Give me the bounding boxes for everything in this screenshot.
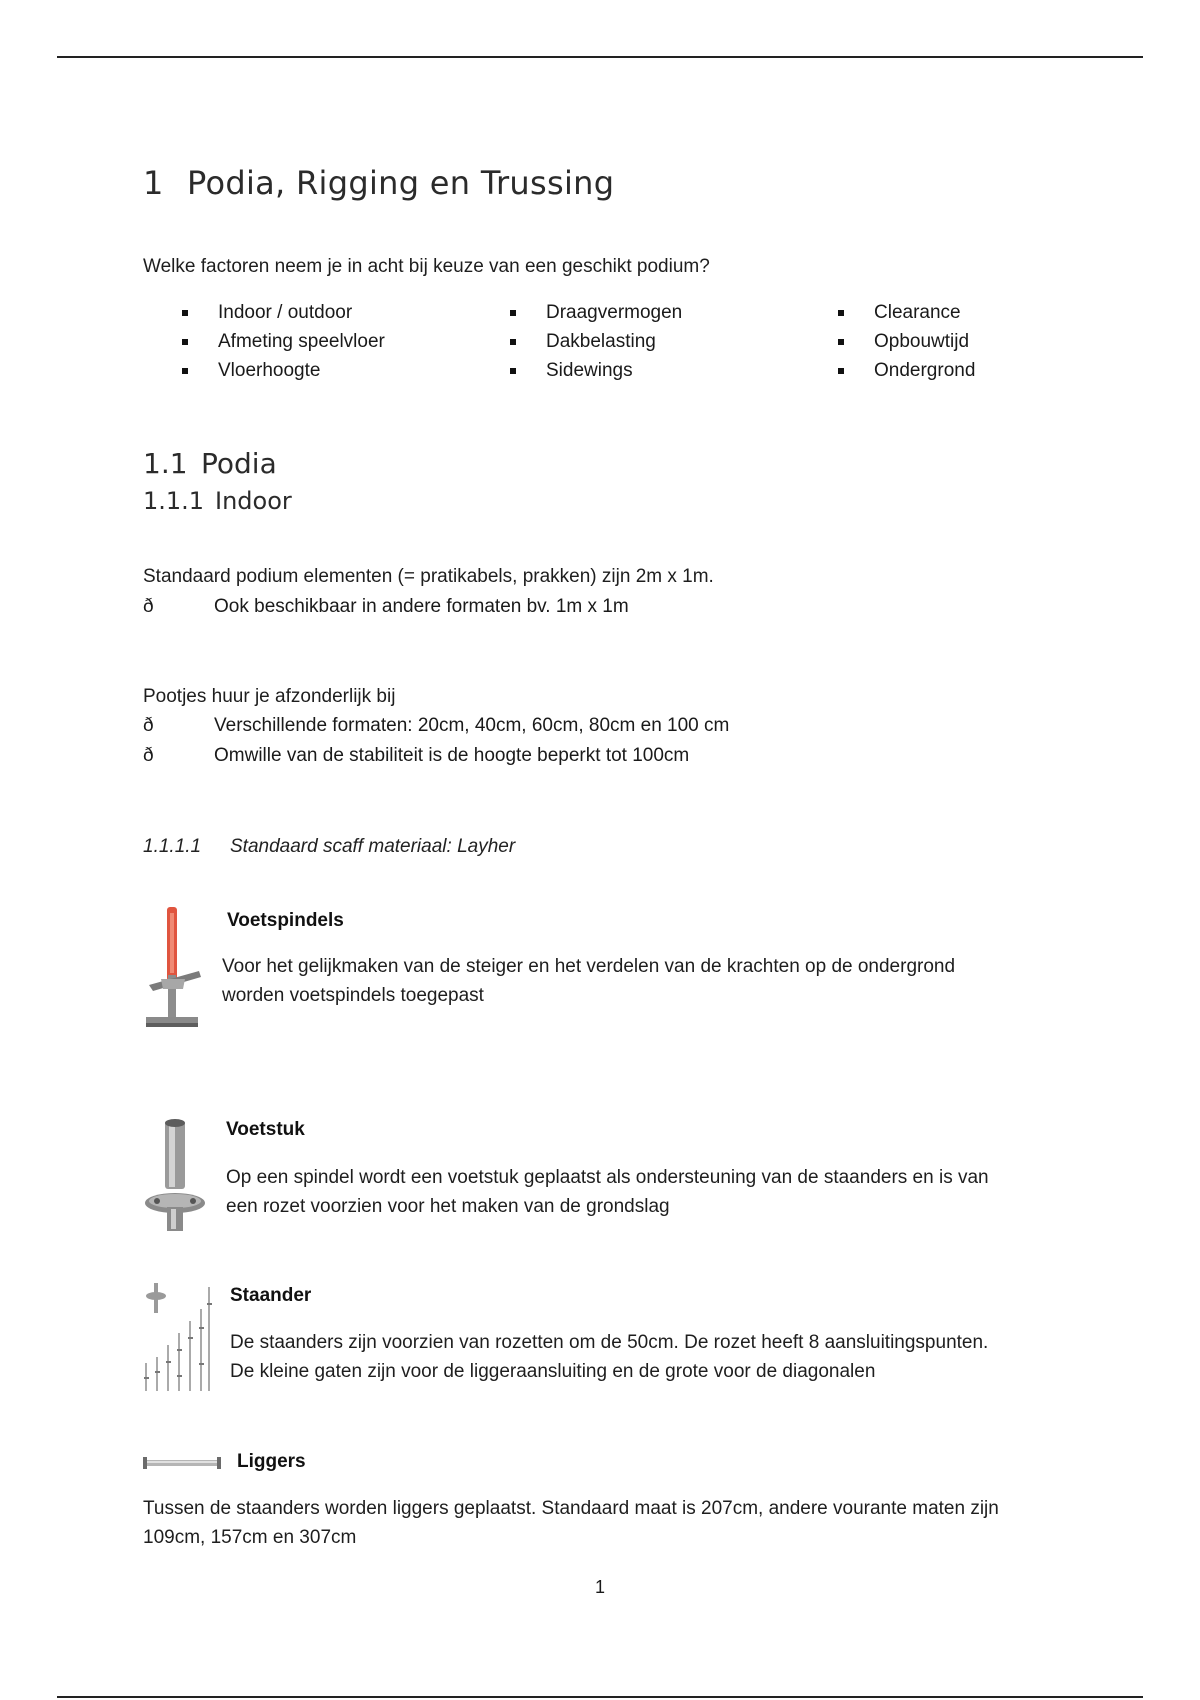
list-item: Opbouwtijd xyxy=(838,327,975,356)
footer-rule xyxy=(57,1696,1143,1698)
heading-4-number: 1.1.1.1 xyxy=(143,836,202,857)
list-item: Indoor / outdoor xyxy=(182,298,385,327)
paragraph: Standaard podium elementen (= pratikabels, prakken) zijn 2m x 1m. xyxy=(143,566,714,587)
item-text xyxy=(222,952,955,1010)
item-text-line: Op een spindel wordt een voetstuk geplaatst als ondersteuning van de staanders en is van xyxy=(226,1167,989,1188)
item-text-line: De staanders zijn voorzien van rozetten om de 50cm. De rozet heeft 8 aansluitingspunten. xyxy=(230,1332,989,1353)
arrow-item-text: Ook beschikbaar in andere formaten bv. 1m x 1m xyxy=(214,596,629,617)
heading-1-title: Podia, Rigging en Trussing xyxy=(187,164,615,202)
arrow-item xyxy=(143,595,629,619)
factor-column-2 xyxy=(510,298,682,385)
item-title: Staander xyxy=(230,1285,312,1306)
header-rule xyxy=(57,56,1143,58)
page-number: 1 xyxy=(594,1577,605,1597)
item-title: Liggers xyxy=(237,1451,306,1472)
list-item: Draagvermogen xyxy=(510,298,682,327)
item-title: Voetstuk xyxy=(226,1119,305,1140)
item-text xyxy=(143,1494,999,1552)
item-text-line: Tussen de staanders worden liggers geplaatst. Standaard maat is 207cm, andere vourante maten zijn xyxy=(143,1498,999,1519)
item-text-line: 109cm, 157cm en 307cm xyxy=(143,1527,357,1548)
ledger-image xyxy=(143,1456,221,1470)
question-text: Welke factoren neem je in acht bij keuze van een geschikt podium? xyxy=(143,256,710,277)
heading-4 xyxy=(143,836,515,858)
heading-2 xyxy=(143,447,277,480)
arrow-icon: ð xyxy=(143,745,154,766)
heading-2-number: 1.1 xyxy=(143,447,188,480)
heading-4-title: Standaard scaff materiaal: Layher xyxy=(230,836,516,857)
list-item: Clearance xyxy=(838,298,975,327)
list-item: Sidewings xyxy=(510,356,682,385)
arrow-item-text: Verschillende formaten: 20cm, 40cm, 60cm, 80cm en 100 cm xyxy=(214,715,730,736)
heading-1-number: 1 xyxy=(143,164,164,202)
heading-1 xyxy=(143,164,614,202)
factor-column-3 xyxy=(838,298,975,385)
base-collar-image xyxy=(143,1117,209,1235)
list-item: Dakbelasting xyxy=(510,327,682,356)
arrow-item xyxy=(143,744,689,768)
list-item: Afmeting speelvloer xyxy=(182,327,385,356)
arrow-icon: ð xyxy=(143,715,154,736)
item-text-line: een rozet voorzien voor het maken van de grondslag xyxy=(226,1196,670,1217)
arrow-icon: ð xyxy=(143,596,154,617)
foot-spindle-image xyxy=(143,905,205,1035)
list-item: Ondergrond xyxy=(838,356,975,385)
standard-image xyxy=(143,1283,215,1391)
item-text-line: Voor het gelijkmaken van de steiger en het verdelen van de krachten op de ondergrond xyxy=(222,956,956,977)
heading-2-title: Podia xyxy=(201,447,277,480)
item-text-line: worden voetspindels toegepast xyxy=(222,985,484,1006)
item-text xyxy=(226,1163,989,1221)
heading-3-number: 1.1.1 xyxy=(143,487,205,515)
item-text-line: De kleine gaten zijn voor de liggeraansluiting en de grote voor de diagonalen xyxy=(230,1361,876,1382)
item-title: Voetspindels xyxy=(227,910,344,931)
item-text xyxy=(230,1328,988,1386)
heading-3-title: Indoor xyxy=(215,487,292,515)
arrow-item-text: Omwille van de stabiliteit is de hoogte beperkt tot 100cm xyxy=(214,745,690,766)
arrow-item xyxy=(143,714,729,738)
heading-3 xyxy=(143,487,292,515)
factor-column-1 xyxy=(182,298,385,385)
paragraph: Pootjes huur je afzonderlijk bij xyxy=(143,686,396,707)
list-item: Vloerhoogte xyxy=(182,356,385,385)
